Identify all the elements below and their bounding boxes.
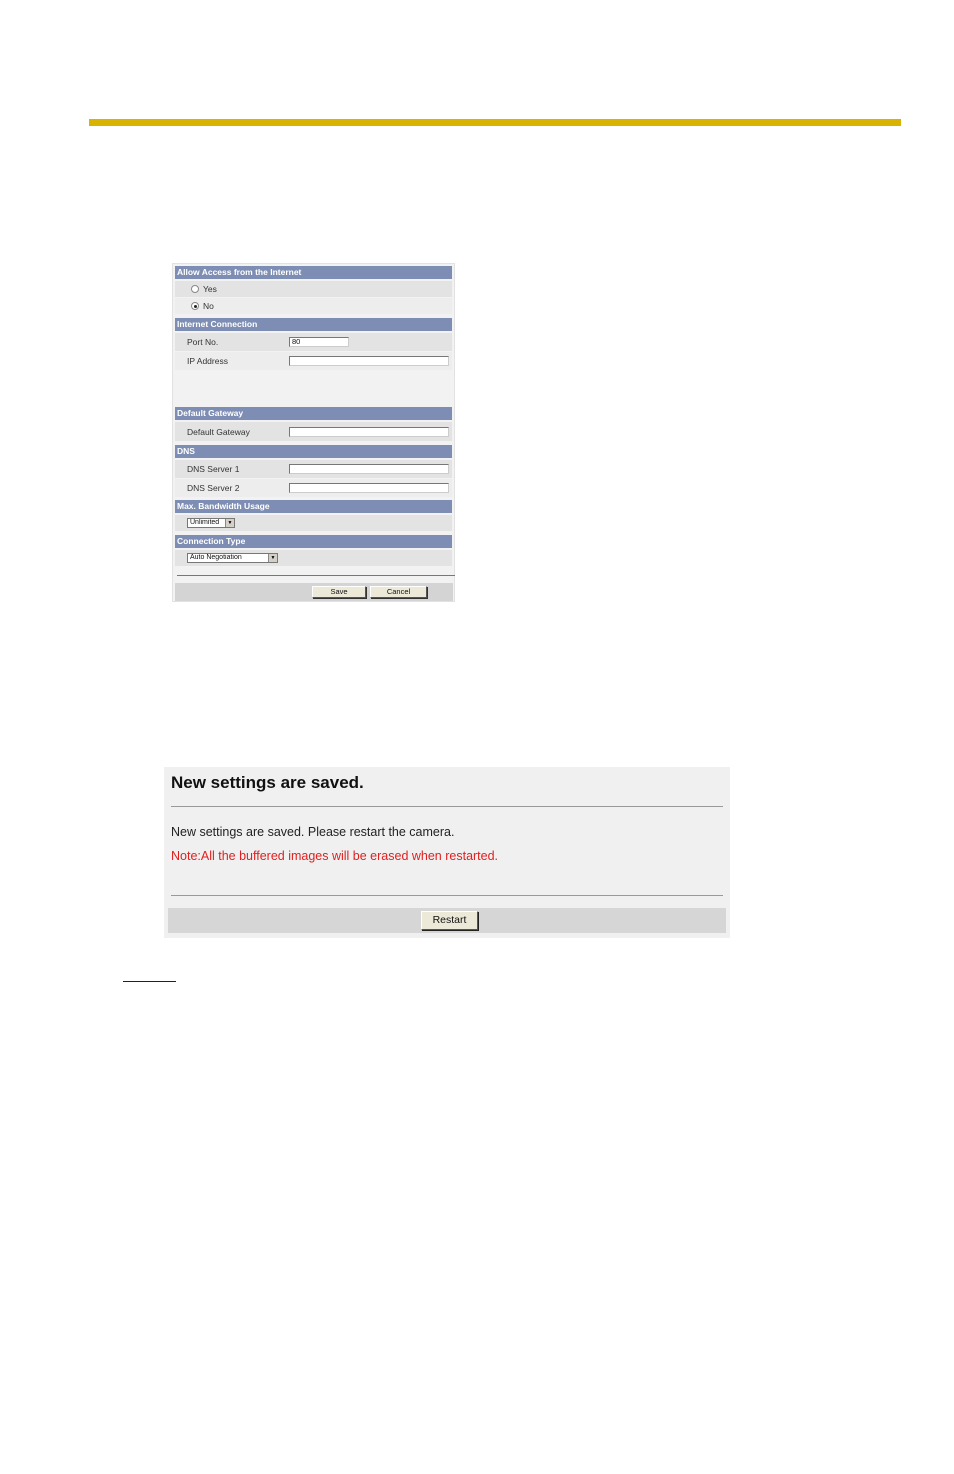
bandwidth-select[interactable]: [187, 518, 235, 528]
page-header-rule: [89, 119, 901, 126]
cancel-button[interactable]: Cancel: [370, 586, 427, 598]
dialog-title: New settings are saved.: [171, 773, 364, 792]
default-gateway-label: Default Gateway: [187, 427, 250, 437]
section-header-bandwidth: Max. Bandwidth Usage: [175, 500, 452, 513]
dialog-button-bar: [168, 908, 726, 933]
save-button[interactable]: Save: [312, 586, 366, 598]
dialog-divider-top: [171, 806, 723, 807]
network-settings-form: [172, 263, 455, 602]
section-header-dns: DNS: [175, 445, 452, 458]
connection-type-select-value: Auto Negotiation: [190, 554, 242, 561]
connection-type-select[interactable]: [187, 553, 278, 563]
dns-server-2-label: DNS Server 2: [187, 483, 240, 493]
allow-access-no-radio[interactable]: [191, 302, 199, 310]
form-divider: [177, 575, 455, 576]
allow-access-yes-radio[interactable]: [191, 285, 199, 293]
dns-server-2-input[interactable]: [289, 483, 449, 493]
default-gateway-row: [175, 422, 452, 441]
allow-access-yes-label: Yes: [203, 284, 217, 294]
port-label: Port No.: [187, 337, 219, 347]
connection-type-row: [175, 550, 452, 566]
default-gateway-input[interactable]: [289, 427, 449, 437]
dialog-note: Note:All the buffered images will be erased when restarted.: [171, 849, 499, 863]
port-row: [175, 333, 452, 351]
section-header-connection-type: Connection Type: [175, 535, 452, 548]
chevron-down-icon: ▼: [225, 519, 234, 527]
dns-server-1-label: DNS Server 1: [187, 464, 240, 474]
allow-access-no-row: [175, 298, 452, 314]
port-input[interactable]: 80: [289, 337, 349, 347]
dialog-message: New settings are saved. Please restart the camera.: [171, 825, 455, 839]
bandwidth-row: [175, 515, 452, 531]
dialog-divider-bottom: [171, 895, 723, 896]
ip-address-row: [175, 352, 452, 370]
settings-saved-dialog: [164, 767, 730, 938]
ip-address-label: IP Address: [187, 356, 228, 366]
bandwidth-select-value: Unlimited: [190, 519, 220, 526]
dns-server-1-row: [175, 460, 452, 478]
allow-access-yes-row: [175, 281, 452, 297]
chevron-down-icon: ▼: [268, 554, 277, 562]
form-button-bar: [175, 583, 453, 601]
allow-access-no-label: No: [203, 301, 214, 311]
restart-button[interactable]: Restart: [421, 911, 478, 930]
ip-address-input[interactable]: [289, 356, 449, 366]
dns-server-2-row: [175, 479, 452, 497]
section-header-internet-connection: Internet Connection: [175, 318, 452, 331]
note-heading-underline: [123, 981, 176, 982]
section-header-allow-access: Allow Access from the Internet: [175, 266, 452, 279]
section-header-default-gateway: Default Gateway: [175, 407, 452, 420]
dns-server-1-input[interactable]: [289, 464, 449, 474]
